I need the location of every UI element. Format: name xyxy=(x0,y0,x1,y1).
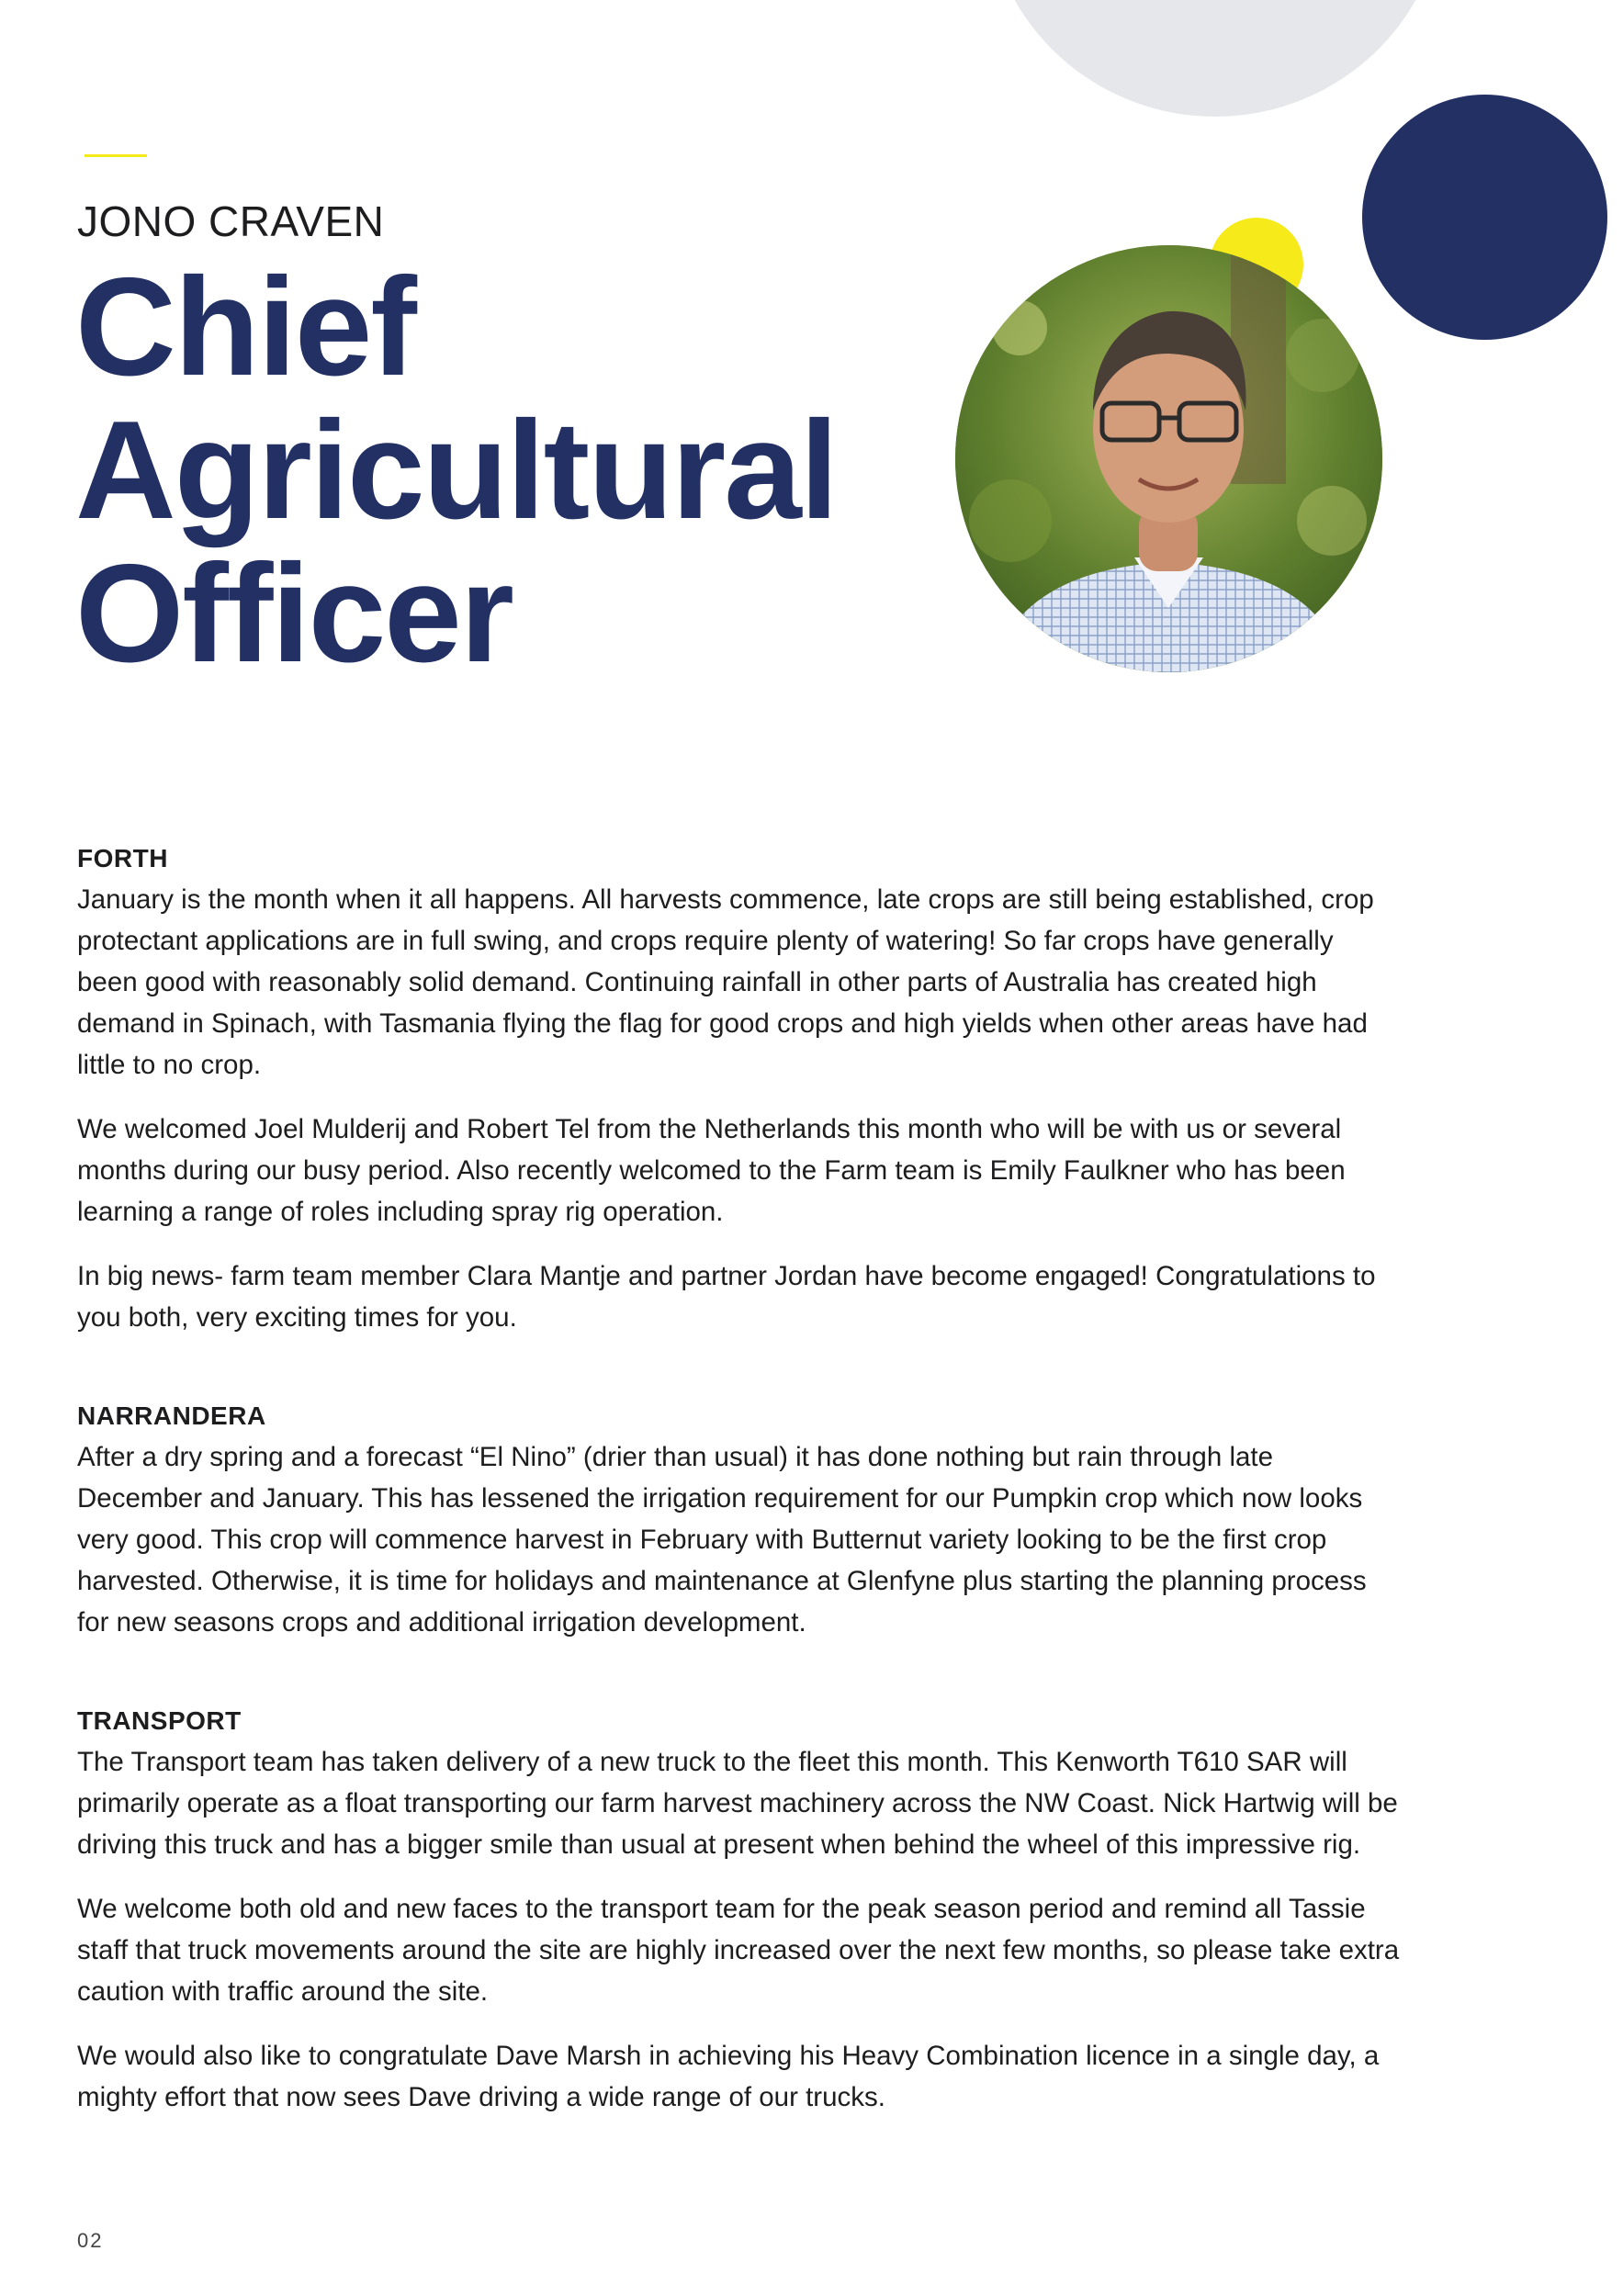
paragraph: We welcome both old and new faces to the transport team for the peak season period and remind all Tassie staff that truck movements around the site are highly increased over the next few months, so please take extra caution with traffic around the site. xyxy=(77,1894,1400,2007)
portrait-photo xyxy=(955,245,1382,672)
section-narrandera xyxy=(77,1395,1400,1643)
job-title xyxy=(75,249,837,692)
article-body xyxy=(77,838,1400,2175)
paragraph: We would also like to congratulate Dave Marsh in achieving his Heavy Combination licence in a single day, a mighty effort that now sees Dave driving a wide range of our trucks. xyxy=(77,2041,1380,2112)
person-portrait-icon xyxy=(955,245,1382,672)
paragraph: January is the month when it all happens. All harvests commence, late crops are still being established, crop protectant applications are in full swing, and crops require plenty of watering! So far crops have generally been good with reasonably solid demand. Continuing rainfall in other parts of Australia has created high demand in Spinach, with Tasmania flying the flag for good crops and high yields when other areas have had little to no crop. xyxy=(77,884,1374,1080)
accent-line xyxy=(85,154,147,157)
paragraph: We welcomed Joel Mulderij and Robert Tel from the Netherlands this month who will be with us or several months during our busy period. Also recently welcomed to the Farm team is Emily Faulkner who has been learning a range of roles including spray rig operation. xyxy=(77,1114,1346,1227)
job-title-line: Officer xyxy=(75,535,513,692)
decorative-navy-circle xyxy=(1362,95,1607,340)
page-number: 02 xyxy=(77,2229,104,2252)
paragraph: In big news- farm team member Clara Mantje and partner Jordan have become engaged! Congratulations to you both, very exciting times for you. xyxy=(77,1261,1376,1333)
section-heading: NARRANDERA xyxy=(77,1401,266,1430)
job-title-line: Chief xyxy=(75,249,415,405)
section-forth xyxy=(77,838,1400,1338)
job-title-line: Agricultural xyxy=(75,392,837,548)
section-heading: FORTH xyxy=(77,844,168,872)
section-heading: TRANSPORT xyxy=(77,1706,242,1735)
paragraph: The Transport team has taken delivery of a new truck to the fleet this month. This Kenworth T610 SAR will primarily operate as a float transporting our farm harvest machinery across the NW Coast. Nick Hartwig will be driving this truck and has a bigger smile than usual at present when behind the wheel of this impressive rig. xyxy=(77,1747,1398,1860)
paragraph: After a dry spring and a forecast “El Nino” (drier than usual) it has done nothing but rain through late December and January. This has lessened the irrigation requirement for our Pumpkin crop which now looks very good. This crop will commence harvest in February with Butternut variety looking to be the first crop harvested. Otherwise, it is time for holidays and maintenance at Glenfyne plus starting the planning process for new seasons crops and additional irrigation development. xyxy=(77,1442,1367,1638)
decorative-grey-circle xyxy=(986,0,1445,117)
person-name: JONO CRAVEN xyxy=(77,197,385,245)
section-transport xyxy=(77,1700,1400,2118)
